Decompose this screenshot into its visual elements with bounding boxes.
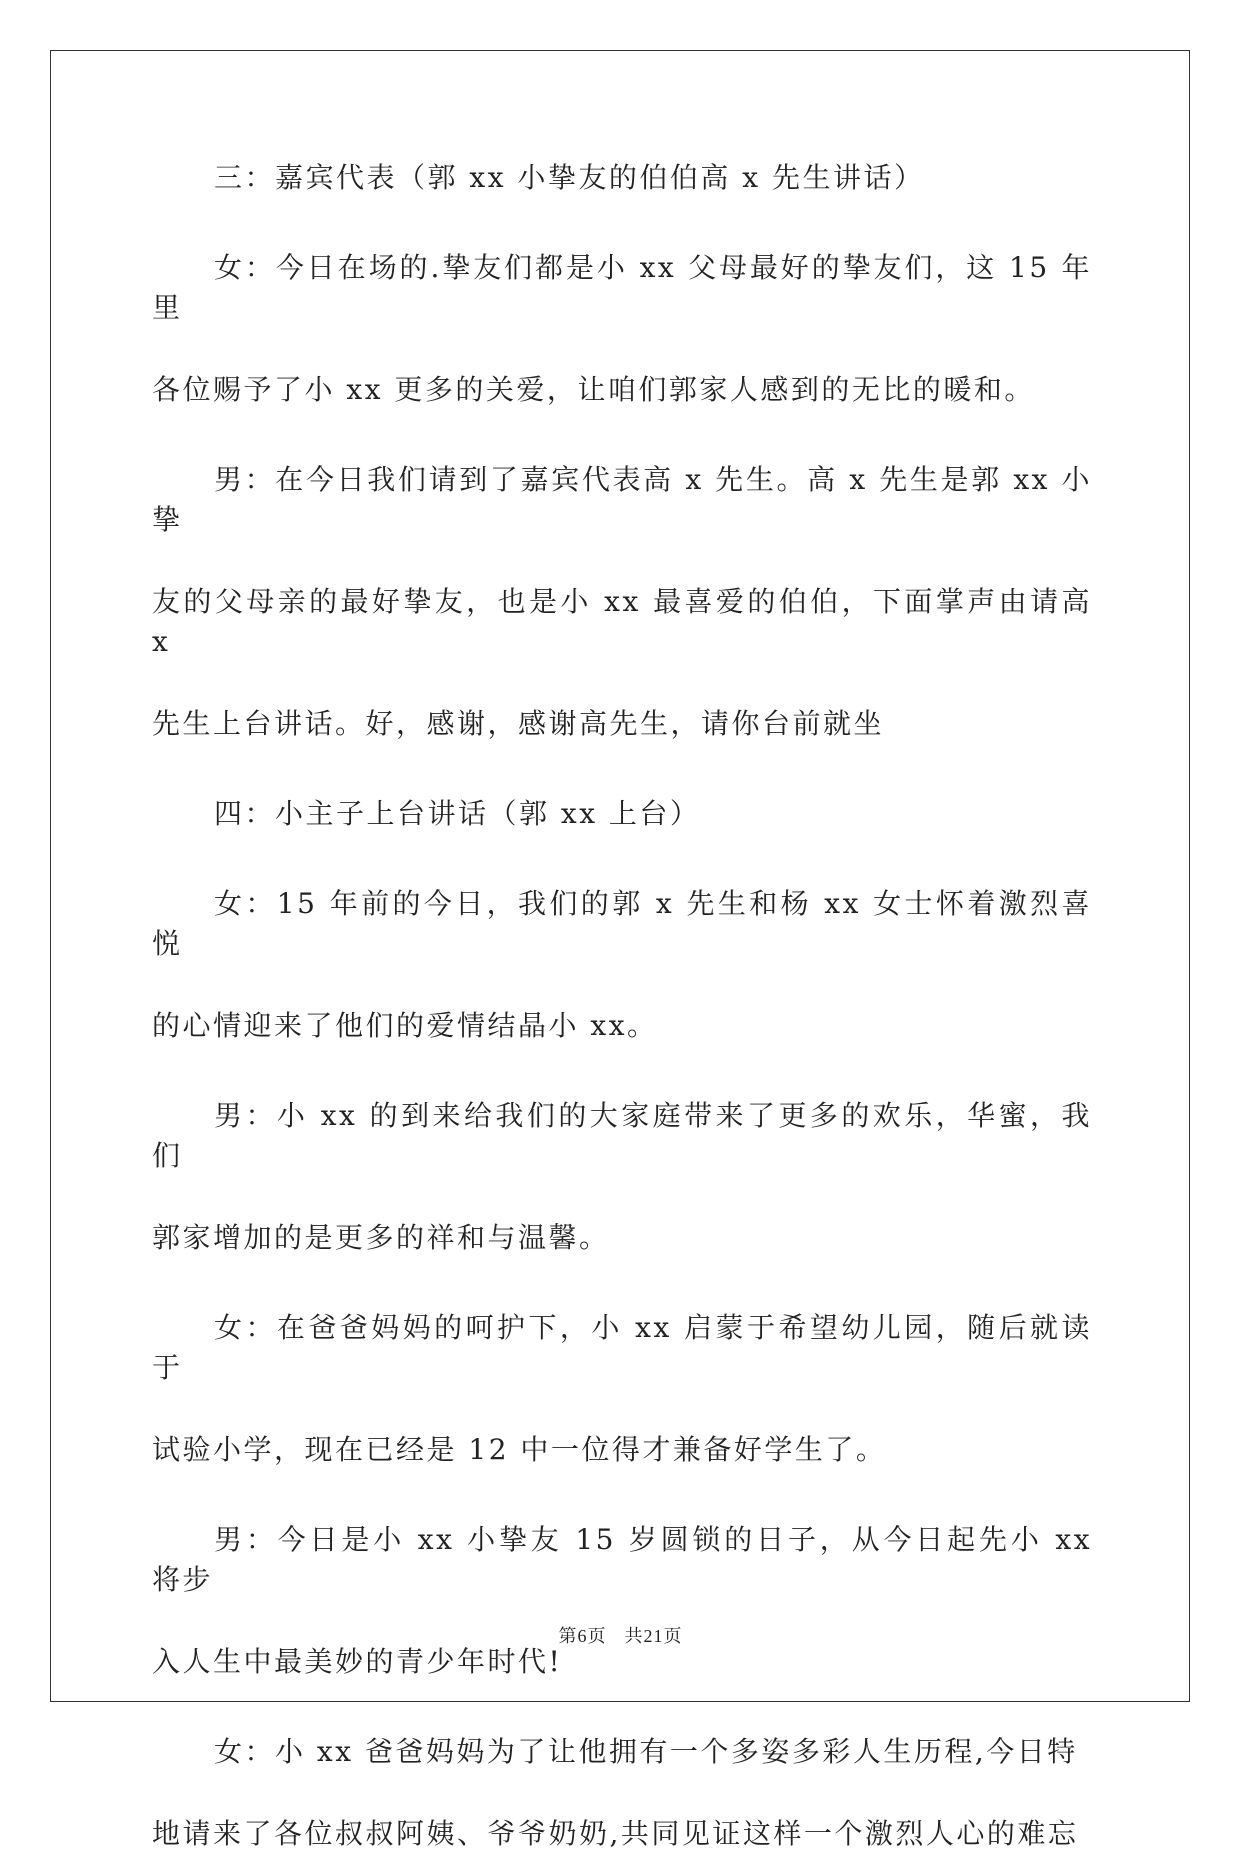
text-line: 友的父母亲的最好挚友，也是小 xx 最喜爱的伯伯，下面掌声由请高 x [152,585,1092,658]
text-line: 男：在今日我们请到了嘉宾代表高 x 先生。高 x 先生是郭 xx 小挚 [152,463,1092,536]
text-line: 女：15 年前的今日，我们的郭 x 先生和杨 xx 女士怀着激烈喜悦 [152,887,1092,960]
text-line: 男：今日是小 xx 小挚友 15 岁圆锁的日子，从今日起先小 xx 将步 [152,1523,1092,1596]
text-line: 女：小 xx 爸爸妈妈为了让他拥有一个多姿多彩人生历程,今日特 [214,1735,1078,1768]
text-line: 各位赐予了小 xx 更多的关爱，让咱们郭家人感到的无比的暖和。 [152,373,1035,406]
text-line: 三：嘉宾代表（郭 xx 小挚友的伯伯高 x 先生讲话） [214,161,925,194]
paragraph-female-1 [152,248,1092,410]
text-line: 女：在爸爸妈妈的呵护下，小 xx 启蒙于希望幼儿园，随后就读于 [152,1311,1092,1384]
text-line: 女：今日在场的.挚友们都是小 xx 父母最好的挚友们，这 15 年里 [152,251,1092,324]
text-line: 男：小 xx 的到来给我们的大家庭带来了更多的欢乐，华蜜，我们 [152,1099,1092,1172]
page-prefix: 第 [558,1626,578,1647]
text-line: 的心情迎来了他们的爱情结晶小 xx。 [152,1009,658,1042]
paragraph-male-1 [152,460,1092,744]
text-line: 先生上台讲话。好，感谢，感谢高先生，请你台前就坐 [152,707,885,740]
text-line: 地请来了各位叔叔阿姨、爷爷奶奶,共同见证这样一个激烈人心的难忘 [152,1817,1079,1850]
total-prefix: 共 [624,1626,644,1647]
text-line: 郭家增加的是更多的祥和与温馨。 [152,1221,610,1254]
page-suffix: 页 [587,1626,607,1647]
total-page-number: 21 [643,1626,664,1646]
page-footer [0,1622,1241,1648]
text-line: 四：小主子上台讲话（郭 xx 上台） [214,797,701,830]
paragraph-female-3 [152,1308,1092,1470]
total-suffix: 页 [663,1626,683,1647]
text-line: 入人生中最美妙的青少年时代! [152,1645,563,1678]
document-body [152,158,1092,1854]
paragraph-section-3-title [152,158,1092,198]
paragraph-male-3 [152,1520,1092,1682]
paragraph-female-4 [152,1732,1092,1854]
paragraph-section-4-title [152,794,1092,834]
paragraph-female-2 [152,884,1092,1046]
current-page-number: 6 [577,1626,588,1646]
text-line: 试验小学，现在已经是 12 中一位得才兼备好学生了。 [152,1433,887,1466]
paragraph-male-2 [152,1096,1092,1258]
